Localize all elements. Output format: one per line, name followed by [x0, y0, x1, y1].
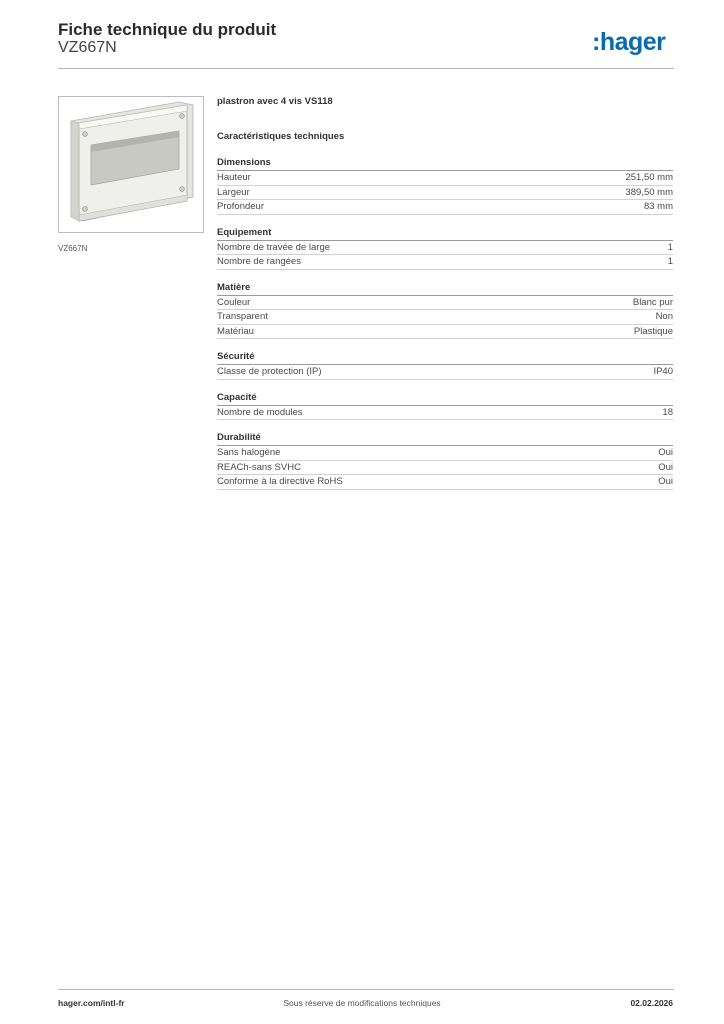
spec-label: Nombre de travée de large: [217, 241, 331, 253]
spec-row: [217, 310, 673, 325]
product-code: VZ667N: [58, 39, 117, 56]
spec-section: [217, 281, 673, 340]
section-title: Capacité: [217, 391, 673, 406]
spec-label: Nombre de modules: [217, 406, 303, 418]
page-title: Fiche technique du produit: [58, 20, 277, 39]
spec-row: [217, 406, 673, 421]
spec-label: Nombre de rangées: [217, 256, 301, 267]
section-title: Durabilité: [217, 431, 673, 446]
spec-value: 1: [667, 256, 673, 267]
spec-label: Matériau: [217, 325, 254, 337]
product-description: plastron avec 4 vis VS118: [217, 96, 333, 107]
spec-label: Largeur: [217, 186, 250, 198]
spec-value: 83 mm: [643, 201, 673, 212]
section-title: Matière: [217, 281, 673, 296]
spec-section: [217, 350, 673, 380]
spec-section: [217, 391, 673, 421]
spec-value: 389,50 mm: [625, 186, 673, 198]
spec-label: Couleur: [217, 296, 251, 308]
spec-sections: [217, 156, 673, 490]
tech-characteristics-title: Caractéristiques techniques: [217, 131, 345, 142]
footer-date: 02.02.2026: [630, 998, 673, 1008]
spec-value: 251,50 mm: [625, 172, 673, 183]
footer-divider: [58, 989, 674, 990]
hager-logo-text: :hager: [592, 28, 666, 56]
spec-label: Profondeur: [217, 201, 265, 212]
spec-value: 18: [662, 406, 673, 418]
hager-logo: [592, 28, 682, 58]
spec-value: Oui: [658, 461, 673, 473]
spec-row: [217, 255, 673, 270]
product-image-caption: VZ667N: [58, 244, 88, 253]
spec-label: Transparent: [217, 311, 268, 322]
spec-row: [217, 171, 673, 186]
spec-row: [217, 241, 673, 256]
spec-value: Non: [655, 311, 673, 322]
spec-label: Conforme à la directive RoHS: [217, 476, 343, 487]
spec-row: [217, 461, 673, 476]
spec-value: Oui: [658, 476, 673, 487]
product-image: [58, 96, 204, 233]
footer-notice: Sous réserve de modifications techniques: [283, 998, 441, 1008]
spec-content: [217, 95, 673, 490]
spec-label: Classe de protection (IP): [217, 366, 322, 377]
spec-label: REACh-sans SVHC: [217, 461, 301, 473]
spec-value: Blanc pur: [632, 296, 673, 308]
spec-section: [217, 431, 673, 490]
spec-value: IP40: [653, 366, 673, 377]
spec-row: [217, 446, 673, 461]
spec-row: [217, 365, 673, 380]
spec-row: [217, 296, 673, 311]
spec-section: [217, 226, 673, 270]
section-title: Sécurité: [217, 350, 673, 365]
spec-label: Sans halogène: [217, 447, 281, 458]
spec-row: [217, 475, 673, 490]
spec-value: Oui: [658, 447, 673, 458]
header-divider: [58, 68, 674, 69]
spec-row: [217, 186, 673, 201]
section-title: Dimensions: [217, 156, 673, 171]
section-title: Equipement: [217, 226, 673, 241]
spec-label: Hauteur: [217, 172, 251, 183]
cover-plate-product-image: [59, 97, 203, 232]
spec-value: Plastique: [633, 325, 673, 337]
spec-row: [217, 325, 673, 340]
footer-website: hager.com/intl-fr: [58, 998, 125, 1008]
spec-value: 1: [667, 241, 673, 253]
spec-section: [217, 156, 673, 215]
spec-row: [217, 200, 673, 215]
